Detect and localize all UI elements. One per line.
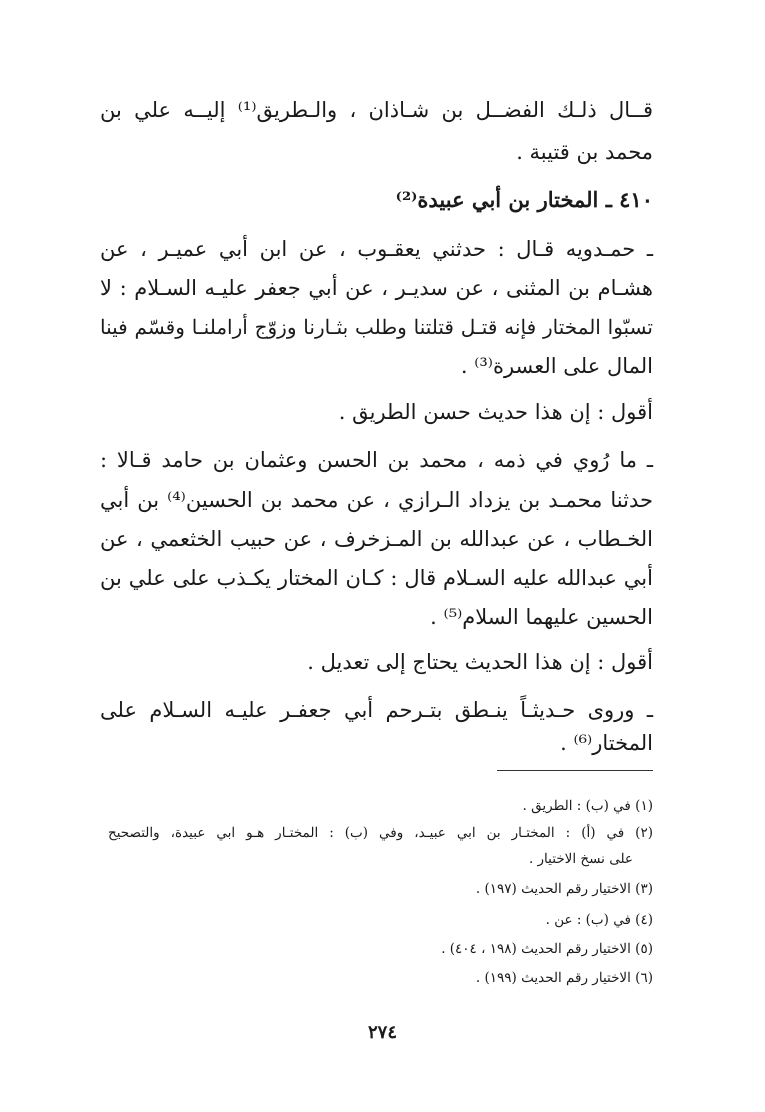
footnote: (٣) الاختيار رقم الحديث (١٩٧) . xyxy=(475,881,653,897)
text-line: الحسين عليهما السلام⁽⁵⁾ . xyxy=(430,605,653,629)
text-line: المختار⁽⁶⁾ . xyxy=(560,731,653,755)
footnote-divider xyxy=(497,770,653,771)
text-line: أقول : إن هذا الحديث يحتاج إلى تعديل . xyxy=(307,650,653,674)
text-line: تسبّوا المختار فإنه قتـل قتلتنا وطلب بثـارنا وزوّج أراملنـا وقسّم فينا xyxy=(100,315,653,339)
text-line: هشـام بن المثنى ، عن سديـر ، عن أبي جعفر عليـه السـلام : لا xyxy=(100,276,654,300)
footnote: (٤) في (ب) : عن . xyxy=(545,912,653,928)
text-line: ـ ما رُوي في ذمه ، محمد بن الحسن وعثمان بن حامد قـالا : xyxy=(100,448,653,472)
text-line: ـ وروى حـديثـاً ينـطق بتـرحم أبي جعفـر عليـه السـلام على xyxy=(100,698,653,722)
text-line: قــال ذلـك الفضــل بن شـاذان ، والـطريق⁽¹⁾ إليــه علي بن xyxy=(100,98,653,122)
text-line: الخـطاب ، عن عبدالله بن المـزخرف ، عن حبيب الخثعمي ، عن xyxy=(100,527,653,551)
page-number: ٢٧٤ xyxy=(367,1022,397,1043)
text-line: حدثنا محمـد بن يزداد الـرازي ، عن محمد بن الحسين⁽⁴⁾ بن أبي xyxy=(100,488,653,512)
text-line: محمد بن قتيبة . xyxy=(516,140,653,164)
footnote: (٦) الاختيار رقم الحديث (١٩٩) . xyxy=(475,970,653,986)
footnote-continuation: على نسخ الاختيار . xyxy=(528,851,633,867)
text-line: المال على العسرة⁽³⁾ . xyxy=(460,354,653,378)
footnote: (١) في (ب) : الطريق . xyxy=(522,798,653,814)
text-line: أبي عبدالله عليه السـلام قال : كـان المختار يكـذب على علي بن xyxy=(100,566,653,590)
text-line: ـ حمـدويه قـال : حدثني يعقـوب ، عن ابن أبي عميـر ، عن xyxy=(100,237,653,261)
footnote: (٢) في (أ) : المختـار بن ابي عبيـد، وفي (ب) : المختـار هـو ابي عبيدة، والتصحيح xyxy=(108,825,653,841)
footnote: (٥) الاختيار رقم الحديث (١٩٨ ، ٤٠٤) . xyxy=(441,941,653,957)
entry-heading: ٤١٠ ـ المختار بن أبي عبيدة⁽²⁾ xyxy=(395,187,653,212)
text-line: أقول : إن هذا حديث حسن الطريق . xyxy=(338,400,653,424)
